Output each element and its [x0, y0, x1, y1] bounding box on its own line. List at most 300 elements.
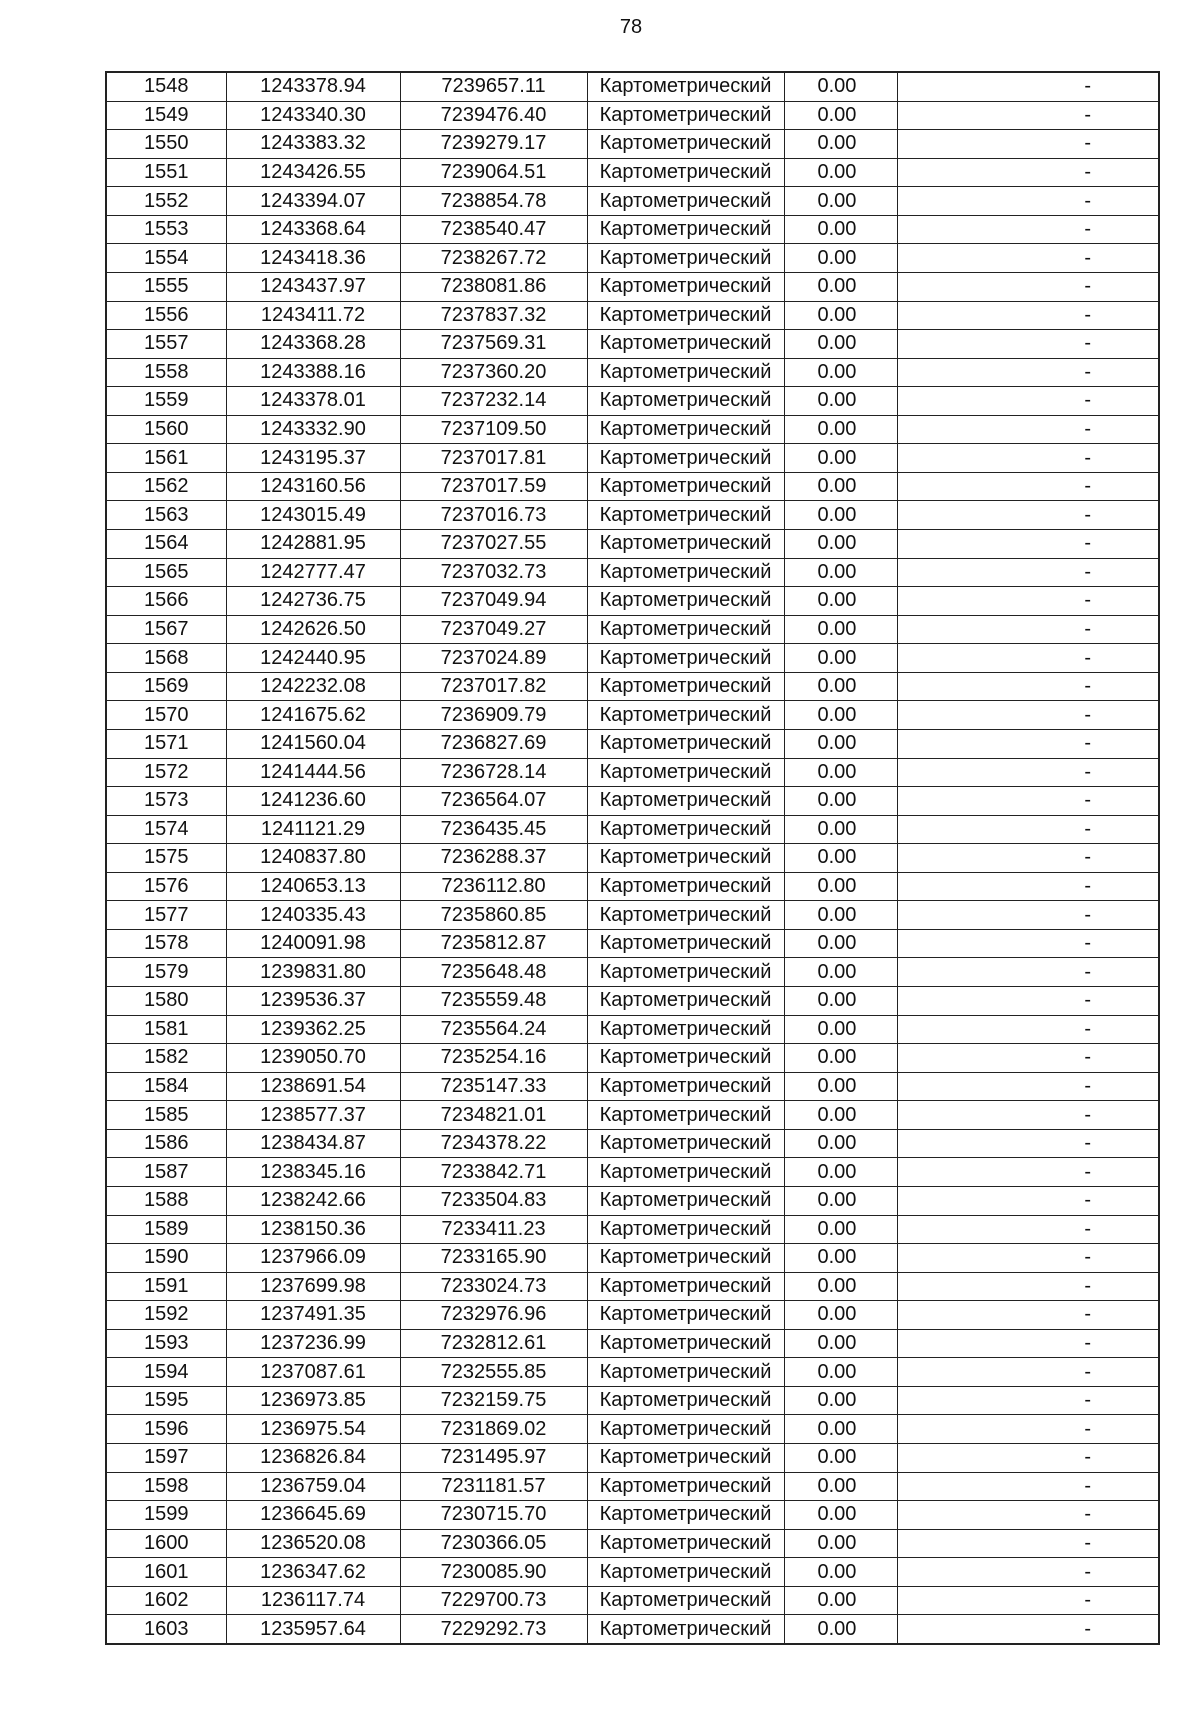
method-cell: Картометрический	[587, 72, 784, 101]
x-coordinate-cell: 1243015.49	[226, 501, 400, 530]
table-row	[106, 1301, 1159, 1330]
method-cell: Картометрический	[587, 1386, 784, 1415]
description-cell: -	[897, 472, 1159, 501]
table-row	[106, 530, 1159, 559]
x-coordinate-cell: 1241675.62	[226, 701, 400, 730]
description-cell: -	[897, 1186, 1159, 1215]
point-number-cell: 1549	[106, 101, 226, 130]
x-coordinate-cell: 1241121.29	[226, 815, 400, 844]
table-row	[106, 1101, 1159, 1130]
x-coordinate-cell: 1237699.98	[226, 1272, 400, 1301]
description-cell: -	[897, 1158, 1159, 1187]
y-coordinate-cell: 7237232.14	[400, 387, 587, 416]
point-number-cell: 1552	[106, 187, 226, 216]
y-coordinate-cell: 7231495.97	[400, 1444, 587, 1473]
error-cell: 0.00	[784, 244, 897, 273]
method-cell: Картометрический	[587, 1501, 784, 1530]
x-coordinate-cell: 1243426.55	[226, 158, 400, 187]
table-row	[106, 1472, 1159, 1501]
y-coordinate-cell: 7238854.78	[400, 187, 587, 216]
table-row	[106, 872, 1159, 901]
point-number-cell: 1601	[106, 1558, 226, 1587]
error-cell: 0.00	[784, 215, 897, 244]
description-cell: -	[897, 929, 1159, 958]
x-coordinate-cell: 1243340.30	[226, 101, 400, 130]
method-cell: Картометрический	[587, 1158, 784, 1187]
x-coordinate-cell: 1239831.80	[226, 958, 400, 987]
table-row	[106, 72, 1159, 101]
point-number-cell: 1550	[106, 130, 226, 159]
x-coordinate-cell: 1243411.72	[226, 301, 400, 330]
method-cell: Картометрический	[587, 1244, 784, 1273]
method-cell: Картометрический	[587, 415, 784, 444]
error-cell: 0.00	[784, 787, 897, 816]
x-coordinate-cell: 1238345.16	[226, 1158, 400, 1187]
y-coordinate-cell: 7237017.81	[400, 444, 587, 473]
y-coordinate-cell: 7233024.73	[400, 1272, 587, 1301]
point-number-cell: 1593	[106, 1329, 226, 1358]
method-cell: Картометрический	[587, 615, 784, 644]
error-cell: 0.00	[784, 158, 897, 187]
point-number-cell: 1598	[106, 1472, 226, 1501]
method-cell: Картометрический	[587, 158, 784, 187]
error-cell: 0.00	[784, 1044, 897, 1073]
description-cell: -	[897, 987, 1159, 1016]
point-number-cell: 1572	[106, 758, 226, 787]
y-coordinate-cell: 7237032.73	[400, 558, 587, 587]
description-cell: -	[897, 644, 1159, 673]
method-cell: Картометрический	[587, 987, 784, 1016]
description-cell: -	[897, 415, 1159, 444]
y-coordinate-cell: 7231869.02	[400, 1415, 587, 1444]
x-coordinate-cell: 1238242.66	[226, 1186, 400, 1215]
table-row	[106, 1558, 1159, 1587]
method-cell: Картометрический	[587, 558, 784, 587]
description-cell: -	[897, 1015, 1159, 1044]
method-cell: Картометрический	[587, 1272, 784, 1301]
y-coordinate-cell: 7234821.01	[400, 1101, 587, 1130]
point-number-cell: 1551	[106, 158, 226, 187]
y-coordinate-cell: 7237109.50	[400, 415, 587, 444]
x-coordinate-cell: 1237491.35	[226, 1301, 400, 1330]
description-cell: -	[897, 72, 1159, 101]
y-coordinate-cell: 7236564.07	[400, 787, 587, 816]
point-number-cell: 1571	[106, 729, 226, 758]
description-cell: -	[897, 272, 1159, 301]
table-row	[106, 1129, 1159, 1158]
method-cell: Картометрический	[587, 587, 784, 616]
error-cell: 0.00	[784, 1386, 897, 1415]
description-cell: -	[897, 672, 1159, 701]
x-coordinate-cell: 1239050.70	[226, 1044, 400, 1073]
table-row	[106, 901, 1159, 930]
method-cell: Картометрический	[587, 501, 784, 530]
method-cell: Картометрический	[587, 815, 784, 844]
x-coordinate-cell: 1236975.54	[226, 1415, 400, 1444]
y-coordinate-cell: 7235559.48	[400, 987, 587, 1016]
table-row	[106, 844, 1159, 873]
point-number-cell: 1548	[106, 72, 226, 101]
error-cell: 0.00	[784, 1301, 897, 1330]
y-coordinate-cell: 7238267.72	[400, 244, 587, 273]
point-number-cell: 1555	[106, 272, 226, 301]
description-cell: -	[897, 1415, 1159, 1444]
method-cell: Картометрический	[587, 330, 784, 359]
table-row	[106, 1186, 1159, 1215]
description-cell: -	[897, 387, 1159, 416]
description-cell: -	[897, 815, 1159, 844]
x-coordinate-cell: 1243378.94	[226, 72, 400, 101]
coordinates-table	[105, 71, 1160, 1645]
method-cell: Картометрический	[587, 387, 784, 416]
point-number-cell: 1569	[106, 672, 226, 701]
y-coordinate-cell: 7237027.55	[400, 530, 587, 559]
method-cell: Картометрический	[587, 644, 784, 673]
y-coordinate-cell: 7239476.40	[400, 101, 587, 130]
method-cell: Картометрический	[587, 1415, 784, 1444]
point-number-cell: 1566	[106, 587, 226, 616]
description-cell: -	[897, 1558, 1159, 1587]
table-row	[106, 815, 1159, 844]
description-cell: -	[897, 958, 1159, 987]
y-coordinate-cell: 7237360.20	[400, 358, 587, 387]
table-row	[106, 729, 1159, 758]
table-row	[106, 1329, 1159, 1358]
y-coordinate-cell: 7230085.90	[400, 1558, 587, 1587]
table-row	[106, 358, 1159, 387]
table-row	[106, 301, 1159, 330]
error-cell: 0.00	[784, 130, 897, 159]
page-number: 78	[619, 16, 643, 38]
point-number-cell: 1559	[106, 387, 226, 416]
x-coordinate-cell: 1243418.36	[226, 244, 400, 273]
point-number-cell: 1560	[106, 415, 226, 444]
y-coordinate-cell: 7236827.69	[400, 729, 587, 758]
method-cell: Картометрический	[587, 130, 784, 159]
description-cell: -	[897, 1615, 1159, 1644]
x-coordinate-cell: 1243332.90	[226, 415, 400, 444]
error-cell: 0.00	[784, 701, 897, 730]
point-number-cell: 1585	[106, 1101, 226, 1130]
method-cell: Картометрический	[587, 1015, 784, 1044]
error-cell: 0.00	[784, 301, 897, 330]
x-coordinate-cell: 1241444.56	[226, 758, 400, 787]
y-coordinate-cell: 7232159.75	[400, 1386, 587, 1415]
method-cell: Картометрический	[587, 1101, 784, 1130]
table-row	[106, 1215, 1159, 1244]
method-cell: Картометрический	[587, 1472, 784, 1501]
table-row	[106, 130, 1159, 159]
error-cell: 0.00	[784, 644, 897, 673]
y-coordinate-cell: 7237569.31	[400, 330, 587, 359]
x-coordinate-cell: 1242777.47	[226, 558, 400, 587]
x-coordinate-cell: 1238691.54	[226, 1072, 400, 1101]
point-number-cell: 1574	[106, 815, 226, 844]
x-coordinate-cell: 1243378.01	[226, 387, 400, 416]
table-row	[106, 1529, 1159, 1558]
y-coordinate-cell: 7233842.71	[400, 1158, 587, 1187]
error-cell: 0.00	[784, 1472, 897, 1501]
description-cell: -	[897, 558, 1159, 587]
y-coordinate-cell: 7236909.79	[400, 701, 587, 730]
x-coordinate-cell: 1240335.43	[226, 901, 400, 930]
method-cell: Картометрический	[587, 272, 784, 301]
error-cell: 0.00	[784, 672, 897, 701]
description-cell: -	[897, 444, 1159, 473]
y-coordinate-cell: 7229700.73	[400, 1586, 587, 1615]
table-row	[106, 1386, 1159, 1415]
description-cell: -	[897, 1586, 1159, 1615]
x-coordinate-cell: 1243437.97	[226, 272, 400, 301]
x-coordinate-cell: 1243368.28	[226, 330, 400, 359]
point-number-cell: 1602	[106, 1586, 226, 1615]
table-row	[106, 615, 1159, 644]
point-number-cell: 1557	[106, 330, 226, 359]
method-cell: Картометрический	[587, 701, 784, 730]
x-coordinate-cell: 1243383.32	[226, 130, 400, 159]
point-number-cell: 1570	[106, 701, 226, 730]
x-coordinate-cell: 1242881.95	[226, 530, 400, 559]
point-number-cell: 1581	[106, 1015, 226, 1044]
error-cell: 0.00	[784, 587, 897, 616]
y-coordinate-cell: 7229292.73	[400, 1615, 587, 1644]
point-number-cell: 1564	[106, 530, 226, 559]
y-coordinate-cell: 7237024.89	[400, 644, 587, 673]
point-number-cell: 1556	[106, 301, 226, 330]
error-cell: 0.00	[784, 1158, 897, 1187]
x-coordinate-cell: 1237087.61	[226, 1358, 400, 1387]
method-cell: Картометрический	[587, 844, 784, 873]
point-number-cell: 1578	[106, 929, 226, 958]
table-row	[106, 1444, 1159, 1473]
table-row	[106, 444, 1159, 473]
method-cell: Картометрический	[587, 1586, 784, 1615]
description-cell: -	[897, 787, 1159, 816]
point-number-cell: 1600	[106, 1529, 226, 1558]
y-coordinate-cell: 7230366.05	[400, 1529, 587, 1558]
description-cell: -	[897, 1444, 1159, 1473]
error-cell: 0.00	[784, 615, 897, 644]
y-coordinate-cell: 7233504.83	[400, 1186, 587, 1215]
y-coordinate-cell: 7238540.47	[400, 215, 587, 244]
y-coordinate-cell: 7237049.94	[400, 587, 587, 616]
y-coordinate-cell: 7232976.96	[400, 1301, 587, 1330]
y-coordinate-cell: 7235564.24	[400, 1015, 587, 1044]
method-cell: Картометрический	[587, 187, 784, 216]
point-number-cell: 1586	[106, 1129, 226, 1158]
error-cell: 0.00	[784, 1215, 897, 1244]
error-cell: 0.00	[784, 558, 897, 587]
point-number-cell: 1590	[106, 1244, 226, 1273]
error-cell: 0.00	[784, 1358, 897, 1387]
error-cell: 0.00	[784, 1244, 897, 1273]
y-coordinate-cell: 7232812.61	[400, 1329, 587, 1358]
x-coordinate-cell: 1238434.87	[226, 1129, 400, 1158]
x-coordinate-cell: 1241560.04	[226, 729, 400, 758]
point-number-cell: 1591	[106, 1272, 226, 1301]
method-cell: Картометрический	[587, 1558, 784, 1587]
description-cell: -	[897, 872, 1159, 901]
description-cell: -	[897, 330, 1159, 359]
table-row	[106, 587, 1159, 616]
description-cell: -	[897, 701, 1159, 730]
error-cell: 0.00	[784, 1072, 897, 1101]
description-cell: -	[897, 1472, 1159, 1501]
y-coordinate-cell: 7230715.70	[400, 1501, 587, 1530]
y-coordinate-cell: 7236435.45	[400, 815, 587, 844]
description-cell: -	[897, 101, 1159, 130]
error-cell: 0.00	[784, 1444, 897, 1473]
method-cell: Картометрический	[587, 1072, 784, 1101]
table-row	[106, 244, 1159, 273]
table-row	[106, 1015, 1159, 1044]
method-cell: Картометрический	[587, 1215, 784, 1244]
table-row	[106, 758, 1159, 787]
x-coordinate-cell: 1237236.99	[226, 1329, 400, 1358]
error-cell: 0.00	[784, 872, 897, 901]
error-cell: 0.00	[784, 729, 897, 758]
method-cell: Картометрический	[587, 1529, 784, 1558]
description-cell: -	[897, 729, 1159, 758]
table-row	[106, 501, 1159, 530]
x-coordinate-cell: 1242626.50	[226, 615, 400, 644]
table-row	[106, 1586, 1159, 1615]
point-number-cell: 1580	[106, 987, 226, 1016]
x-coordinate-cell: 1236645.69	[226, 1501, 400, 1530]
x-coordinate-cell: 1243388.16	[226, 358, 400, 387]
y-coordinate-cell: 7239657.11	[400, 72, 587, 101]
y-coordinate-cell: 7235812.87	[400, 929, 587, 958]
method-cell: Картометрический	[587, 929, 784, 958]
method-cell: Картометрический	[587, 444, 784, 473]
x-coordinate-cell: 1241236.60	[226, 787, 400, 816]
description-cell: -	[897, 1301, 1159, 1330]
table-row	[106, 701, 1159, 730]
table-row	[106, 387, 1159, 416]
method-cell: Картометрический	[587, 530, 784, 559]
method-cell: Картометрический	[587, 358, 784, 387]
error-cell: 0.00	[784, 1272, 897, 1301]
description-cell: -	[897, 1386, 1159, 1415]
point-number-cell: 1595	[106, 1386, 226, 1415]
method-cell: Картометрический	[587, 1615, 784, 1644]
method-cell: Картометрический	[587, 758, 784, 787]
table-row	[106, 1415, 1159, 1444]
x-coordinate-cell: 1240837.80	[226, 844, 400, 873]
error-cell: 0.00	[784, 1015, 897, 1044]
method-cell: Картометрический	[587, 1358, 784, 1387]
table-row	[106, 472, 1159, 501]
x-coordinate-cell: 1236973.85	[226, 1386, 400, 1415]
table-row	[106, 558, 1159, 587]
point-number-cell: 1597	[106, 1444, 226, 1473]
table-row	[106, 330, 1159, 359]
y-coordinate-cell: 7233411.23	[400, 1215, 587, 1244]
point-number-cell: 1582	[106, 1044, 226, 1073]
point-number-cell: 1576	[106, 872, 226, 901]
error-cell: 0.00	[784, 272, 897, 301]
error-cell: 0.00	[784, 444, 897, 473]
x-coordinate-cell: 1236826.84	[226, 1444, 400, 1473]
x-coordinate-cell: 1235957.64	[226, 1615, 400, 1644]
point-number-cell: 1587	[106, 1158, 226, 1187]
error-cell: 0.00	[784, 1558, 897, 1587]
method-cell: Картометрический	[587, 1444, 784, 1473]
y-coordinate-cell: 7237049.27	[400, 615, 587, 644]
table-row	[106, 415, 1159, 444]
table-row	[106, 672, 1159, 701]
error-cell: 0.00	[784, 958, 897, 987]
method-cell: Картометрический	[587, 787, 784, 816]
x-coordinate-cell: 1243195.37	[226, 444, 400, 473]
x-coordinate-cell: 1236347.62	[226, 1558, 400, 1587]
point-number-cell: 1565	[106, 558, 226, 587]
x-coordinate-cell: 1243368.64	[226, 215, 400, 244]
point-number-cell: 1563	[106, 501, 226, 530]
description-cell: -	[897, 1529, 1159, 1558]
y-coordinate-cell: 7237017.82	[400, 672, 587, 701]
error-cell: 0.00	[784, 1101, 897, 1130]
method-cell: Картометрический	[587, 958, 784, 987]
method-cell: Картометрический	[587, 672, 784, 701]
table-row	[106, 1072, 1159, 1101]
method-cell: Картометрический	[587, 901, 784, 930]
table-row	[106, 158, 1159, 187]
point-number-cell: 1599	[106, 1501, 226, 1530]
method-cell: Картометрический	[587, 101, 784, 130]
error-cell: 0.00	[784, 187, 897, 216]
x-coordinate-cell: 1242736.75	[226, 587, 400, 616]
point-number-cell: 1579	[106, 958, 226, 987]
y-coordinate-cell: 7235254.16	[400, 1044, 587, 1073]
table-row	[106, 987, 1159, 1016]
description-cell: -	[897, 587, 1159, 616]
method-cell: Картометрический	[587, 1129, 784, 1158]
y-coordinate-cell: 7231181.57	[400, 1472, 587, 1501]
table-row	[106, 644, 1159, 673]
method-cell: Картометрический	[587, 1186, 784, 1215]
description-cell: -	[897, 1044, 1159, 1073]
description-cell: -	[897, 1358, 1159, 1387]
method-cell: Картометрический	[587, 301, 784, 330]
x-coordinate-cell: 1239536.37	[226, 987, 400, 1016]
y-coordinate-cell: 7236288.37	[400, 844, 587, 873]
y-coordinate-cell: 7236112.80	[400, 872, 587, 901]
error-cell: 0.00	[784, 1529, 897, 1558]
error-cell: 0.00	[784, 1501, 897, 1530]
error-cell: 0.00	[784, 358, 897, 387]
error-cell: 0.00	[784, 929, 897, 958]
point-number-cell: 1577	[106, 901, 226, 930]
method-cell: Картометрический	[587, 472, 784, 501]
table-row	[106, 1358, 1159, 1387]
point-number-cell: 1589	[106, 1215, 226, 1244]
error-cell: 0.00	[784, 387, 897, 416]
description-cell: -	[897, 844, 1159, 873]
error-cell: 0.00	[784, 101, 897, 130]
error-cell: 0.00	[784, 72, 897, 101]
error-cell: 0.00	[784, 901, 897, 930]
table-row	[106, 1501, 1159, 1530]
description-cell: -	[897, 1272, 1159, 1301]
error-cell: 0.00	[784, 1415, 897, 1444]
method-cell: Картометрический	[587, 1329, 784, 1358]
y-coordinate-cell: 7239279.17	[400, 130, 587, 159]
point-number-cell: 1573	[106, 787, 226, 816]
y-coordinate-cell: 7235648.48	[400, 958, 587, 987]
y-coordinate-cell: 7235147.33	[400, 1072, 587, 1101]
error-cell: 0.00	[784, 330, 897, 359]
